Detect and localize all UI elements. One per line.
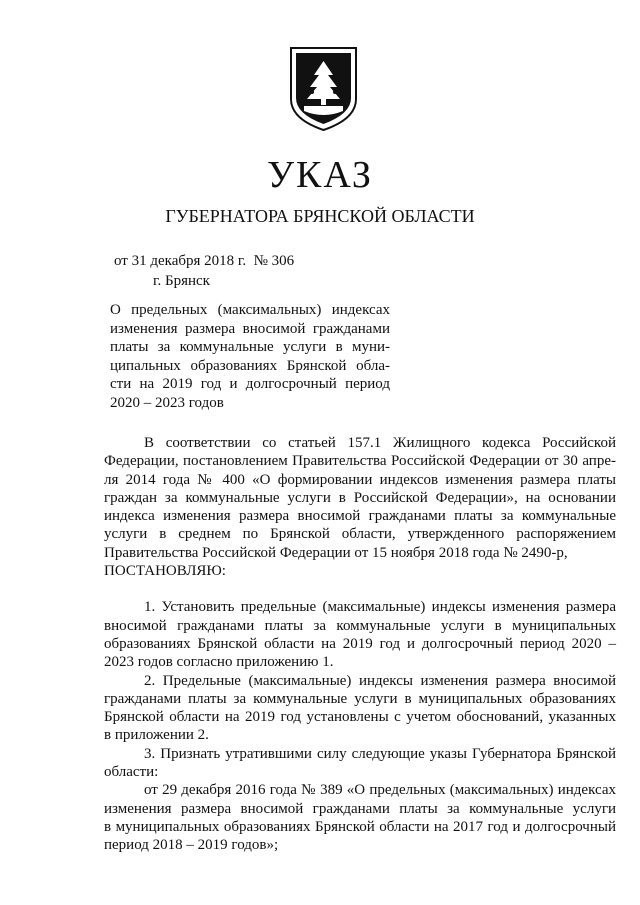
body-line: индекса изменения размера вносимой гражданами платы за коммунальные xyxy=(104,508,616,525)
heading-line: ципальных образованиях Брянской обла- xyxy=(110,357,390,374)
body-line: 3. Признать утратившими силу следующие указы Губернатора Брянской xyxy=(144,745,616,762)
body-line: 2023 годов согласно приложению 1. xyxy=(104,654,334,671)
body-line: услуги в среднем по Брянской области, утвержденного распоряжением xyxy=(104,526,616,543)
body-line: Правительства Российской Федерации от 15 ноября 2018 года № 2490-р, xyxy=(104,544,568,561)
decree-body xyxy=(104,434,616,855)
body-line: в приложении 2. xyxy=(104,727,209,744)
body-line: гражданами платы за коммунальные услуги в муниципальных образованиях xyxy=(104,690,616,707)
decree-number: 306 xyxy=(271,253,295,269)
body-line: ля 2014 года № 400 «О формировании индексов изменения размера платы xyxy=(104,471,616,488)
body-line: области: xyxy=(104,764,159,781)
heading-line: платы за коммунальные услуги в муни- xyxy=(110,339,390,356)
body-line: в муниципальных образованиях Брянской области на 2017 год и долгосрочный xyxy=(104,818,616,835)
clause-1 xyxy=(104,598,616,671)
body-line: образованиях Брянской области на 2019 год и долгосрочный период 2020 – xyxy=(104,635,616,652)
resolve-word: ПОСТАНОВЛЯЮ: xyxy=(104,563,226,580)
clause-2 xyxy=(104,672,616,745)
document-title: УКАЗ xyxy=(267,154,373,196)
heading-line: О предельных (максимальных) индексах xyxy=(110,302,390,318)
decree-date-line xyxy=(114,251,294,271)
body-line: изменения размера вносимой гражданами платы за коммунальные услуги xyxy=(104,800,616,817)
heading-line: 2020 – 2023 годов xyxy=(110,394,224,411)
preamble xyxy=(104,434,616,580)
decree-city: г. Брянск xyxy=(153,273,210,289)
date-prefix: от xyxy=(114,253,128,269)
body-line: граждан за коммунальные услуги в Российской Федерации», на основании xyxy=(104,489,616,506)
coat-of-arms-icon xyxy=(290,47,357,131)
decree-subject-heading xyxy=(110,301,390,413)
heading-line: изменения размера вносимой гражданами xyxy=(110,320,390,337)
number-label: № xyxy=(253,253,268,269)
clause-3 xyxy=(104,745,616,855)
decree-date: 31 декабря 2018 г. xyxy=(131,253,247,269)
body-line: В соответствии со статьей 157.1 Жилищного кодекса Российской xyxy=(144,435,616,451)
body-line: вносимой гражданами платы за коммунальные услуги в муниципальных xyxy=(104,617,616,634)
document-issuer: ГУБЕРНАТОРА БРЯНСКОЙ ОБЛАСТИ xyxy=(165,206,475,226)
decree-meta xyxy=(114,251,294,291)
body-line: Федерации, постановлением Правительства Российской Федерации от 30 апре- xyxy=(104,453,616,470)
body-line: 2. Предельные (максимальные) индексы изменения размера вносимой xyxy=(144,672,616,689)
heading-line: сти на 2019 год и долгосрочный период xyxy=(110,376,390,393)
body-line: Брянской области на 2019 год установлены с учетом обоснований, указанных xyxy=(104,709,616,726)
body-line: период 2018 – 2019 годов»; xyxy=(104,837,279,854)
body-line: 1. Установить предельные (максимальные) индексы изменения размера xyxy=(144,599,616,616)
body-line: от 29 декабря 2016 года № 389 «О предельных (максимальных) индексах xyxy=(144,782,616,799)
